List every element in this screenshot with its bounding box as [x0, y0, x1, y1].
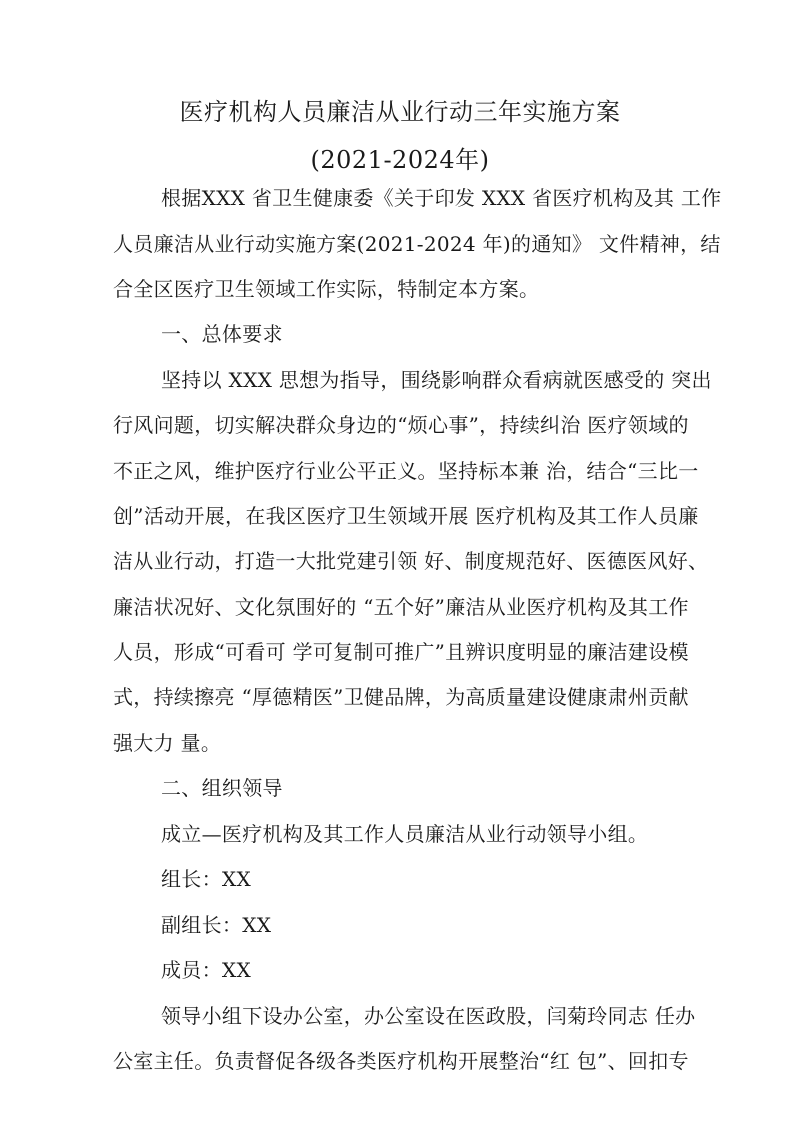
section1-line: 式，持续擦亮 “厚德精医”卫健品牌，为高质量建设健康肃州贡献: [113, 685, 689, 709]
section1-line: 强大力 量。: [113, 731, 222, 755]
intro-line: 人员廉洁从业行动实施方案(2021-2024 年)的通知》 文件精神，结: [113, 232, 721, 256]
section1-line: 人员，形成“可看可 学可复制可推广”且辨识度明显的廉洁建设模: [113, 640, 689, 664]
members-line: 成员：XX: [161, 958, 251, 982]
section1-line: 行风问题，切实解决群众身边的“烦心事”，持续纠治 医疗领域的: [113, 413, 689, 437]
office-line: 公室主任。负责督促各级各类医疗机构开展整治“红 包”、回扣专: [113, 1049, 689, 1073]
section1-line: 洁从业行动，打造一大批党建引领 好、制度规范好、医德医风好、: [113, 549, 709, 573]
leader-line: 组长：XX: [161, 867, 251, 891]
deputy-leader-line: 副组长：XX: [161, 913, 272, 937]
section1-line: 廉洁状况好、文化氛围好的 “五个好”廉洁从业医疗机构及其工作: [113, 595, 689, 619]
section2-intro: 成立—医疗机构及其工作人员廉洁从业行动领导小组。: [161, 822, 649, 846]
section-heading: 一、总体要求: [161, 322, 283, 346]
document-title: 医疗机构人员廉洁从业行动三年实施方案: [179, 98, 621, 126]
office-line: 领导小组下设办公室，办公室设在医政股，闫菊玲同志 任办: [161, 1004, 696, 1028]
intro-line: 根据XXX 省卫生健康委《关于印发 XXX 省医疗机构及其 工作: [161, 186, 722, 210]
intro-line: 合全区医疗卫生领域工作实际，特制定本方案。: [113, 277, 540, 301]
section1-line: 创”活动开展，在我区医疗卫生领域开展 医疗机构及其工作人员廉: [113, 504, 699, 528]
document-subtitle: (2021-2024年): [310, 146, 490, 174]
section1-line: 坚持以 XXX 思想为指导，围绕影响群众看病就医感受的 突出: [161, 368, 712, 392]
section1-line: 不正之风，维护医疗行业公平正义。坚持标本兼 治，结合“三比一: [113, 459, 699, 483]
section-heading: 二、组织领导: [161, 776, 283, 800]
